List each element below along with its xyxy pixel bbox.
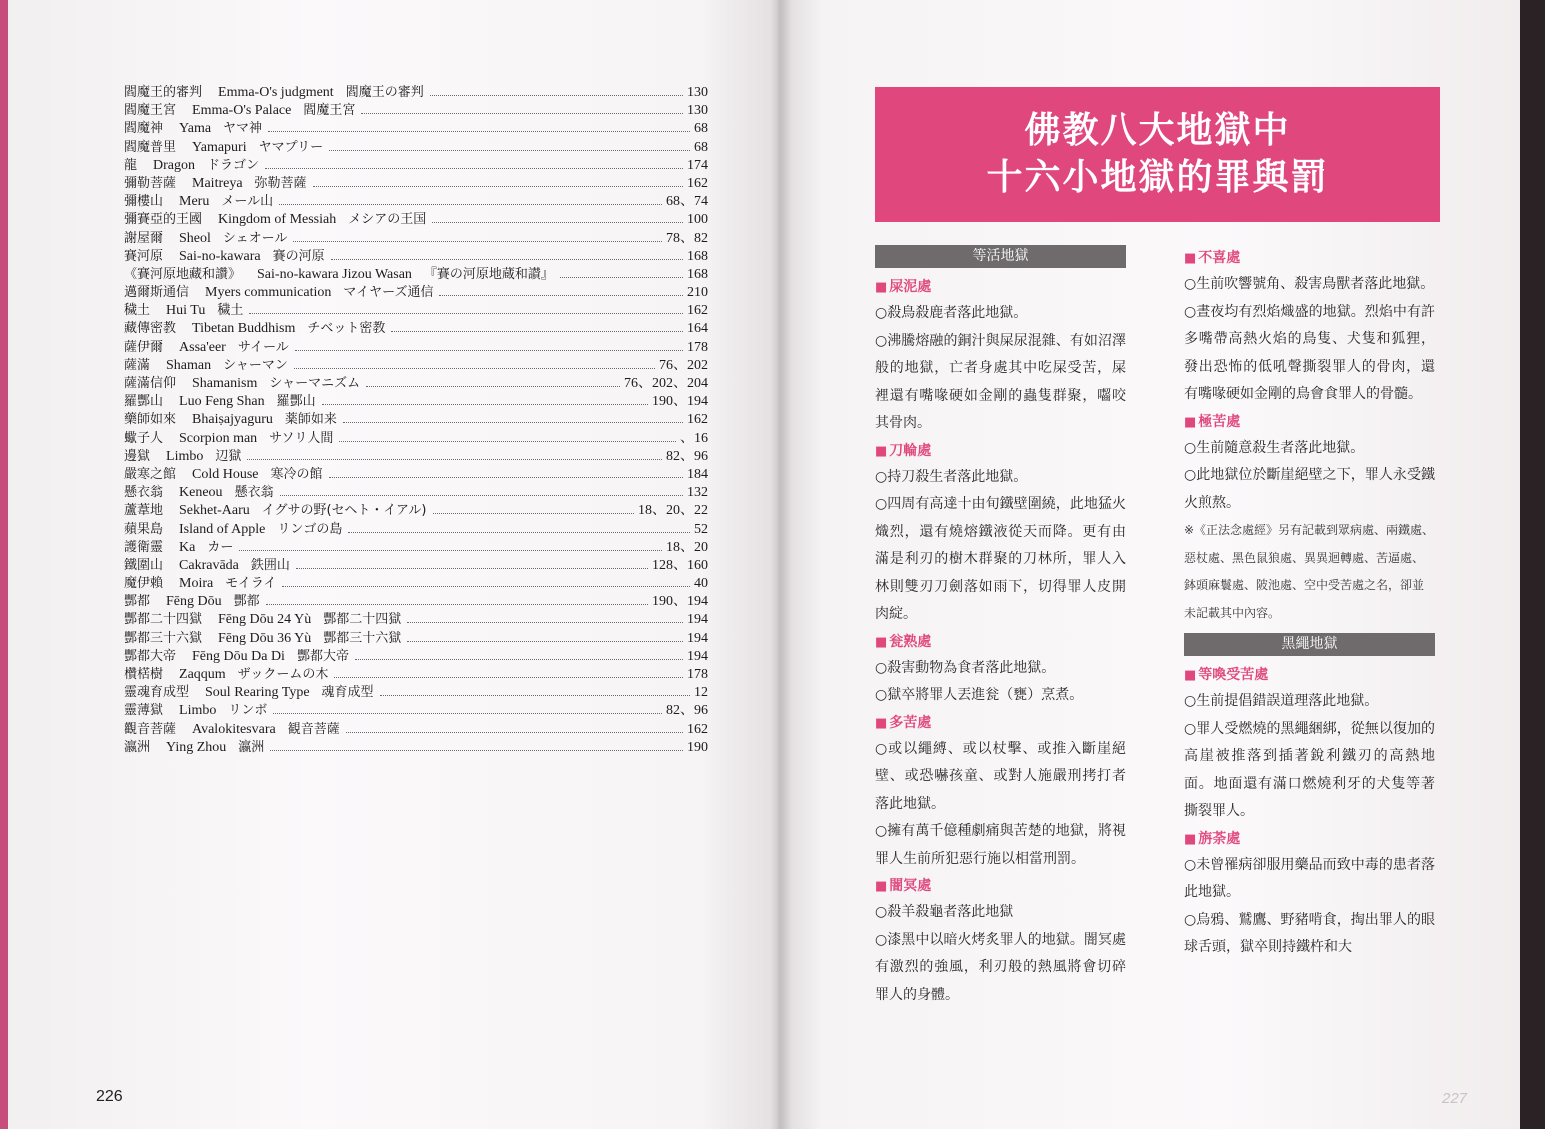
index-term-japanese: リンボ xyxy=(228,703,268,719)
index-term-english: Ka xyxy=(179,539,196,555)
index-page-ref: 68 xyxy=(694,121,708,137)
index-entry xyxy=(124,230,708,248)
index-page-ref: 162 xyxy=(687,303,708,319)
index-term-chinese: 藏傳密教 xyxy=(124,321,177,337)
index-entry xyxy=(124,684,708,702)
dot-leader xyxy=(430,95,683,96)
index-page-ref: 194 xyxy=(687,648,708,664)
paragraph: ○漆黑中以暗火烤炙罪人的地獄。闇冥處有激烈的強風，利刃般的熱風將會切碎罪人的身體。 xyxy=(875,931,1126,1003)
index-page-ref: 82、96 xyxy=(666,448,708,464)
index-entry xyxy=(124,666,708,684)
index-page-ref: 76、202 xyxy=(659,357,708,373)
index-term-english: Sekhet-Aaru xyxy=(179,503,250,519)
right-page-number: 227 xyxy=(1442,1090,1468,1107)
index-page-ref: 190、194 xyxy=(652,394,708,410)
section-header: 黑繩地獄 xyxy=(1184,633,1435,656)
index-entry xyxy=(124,393,708,411)
index-term-chinese: 彌樓山 xyxy=(124,194,164,210)
index-entry xyxy=(124,721,708,739)
paragraph: ○罪人受燃燒的黑繩綑綁，從無以復加的高崖被推落到插著銳利鐵刃的高熱地面。地面還有滿口燃燒利牙的犬隻等著撕裂罪人。 xyxy=(1184,720,1435,819)
index-term-chinese: 賽河原 xyxy=(124,248,164,264)
paragraph: ○持刀殺生者落此地獄。 xyxy=(875,468,1028,485)
index-term-chinese: 酆都 xyxy=(124,594,151,610)
dot-leader xyxy=(560,277,683,278)
index-term-japanese: 酆都大帝 xyxy=(296,648,349,664)
index-term-chinese: 蠍子人 xyxy=(124,430,164,446)
index-term-english: Tibetan Buddhism xyxy=(192,321,296,337)
index-term-japanese: ヤマ神 xyxy=(223,121,263,137)
index-term-chinese: 瀛洲 xyxy=(124,739,151,755)
text-column-left xyxy=(875,245,1126,1009)
index-term-japanese: 観音菩薩 xyxy=(287,721,340,737)
index-term-chinese: 鐵圍山 xyxy=(124,557,164,573)
index-page-ref: 130 xyxy=(687,103,708,119)
index-term-chinese: 懸衣翁 xyxy=(124,485,164,501)
dot-leader xyxy=(339,441,676,442)
index-term-chinese: 羅酆山 xyxy=(124,394,164,410)
text-column-right xyxy=(1184,245,1435,962)
square-bullet-icon: ■ xyxy=(1184,414,1197,430)
dot-leader xyxy=(380,695,690,696)
index-term-japanese: サイール xyxy=(237,339,289,355)
index-page-ref: 130 xyxy=(687,85,708,100)
index-term-english: Meru xyxy=(179,194,210,210)
index-entry xyxy=(124,302,708,320)
index-term-chinese: 蘆葦地 xyxy=(124,503,164,519)
dot-leader xyxy=(247,459,662,460)
index-page-ref: 174 xyxy=(687,157,708,173)
dot-leader xyxy=(273,713,662,714)
paragraph: ○生前隨意殺生者落此地獄。 xyxy=(1184,439,1365,456)
index-term-japanese: 酆都二十四獄 xyxy=(323,612,402,628)
index-page-ref: 162 xyxy=(687,412,708,428)
index-term-japanese: 寒冷の館 xyxy=(270,466,323,482)
title-line-2: 十六小地獄的罪與罰 xyxy=(986,157,1329,198)
index-entry xyxy=(124,139,708,157)
index-term-chinese: 閻魔神 xyxy=(124,121,164,137)
index-entry xyxy=(124,193,708,211)
index-page-ref: 190 xyxy=(687,739,708,755)
index-entry xyxy=(124,211,708,229)
index-page-ref: 210 xyxy=(687,285,708,301)
index-entry xyxy=(124,320,708,338)
dot-leader xyxy=(279,204,662,205)
index-entry xyxy=(124,539,708,557)
subsection-heading: ■ 等喚受苦處 xyxy=(1184,667,1269,683)
index-entry xyxy=(124,248,708,266)
dot-leader xyxy=(343,422,683,423)
index-term-japanese: サソリ人間 xyxy=(269,430,334,446)
index-entry xyxy=(124,157,708,175)
paragraph: ○殺鳥殺鹿者落此地獄。 xyxy=(875,305,1028,321)
subsection-heading: ■ 多苦處 xyxy=(875,714,932,731)
dot-leader xyxy=(249,313,683,314)
index-term-chinese: 邁爾斯通信 xyxy=(124,285,190,301)
index-entry xyxy=(124,339,708,357)
index-term-english: Sai-no-kawara Jizou Wasan xyxy=(257,266,412,282)
index-term-japanese: 酆都三十六獄 xyxy=(323,630,402,646)
square-bullet-icon: ■ xyxy=(875,280,888,295)
index-term-japanese: モイライ xyxy=(225,576,277,592)
index-entry xyxy=(124,630,708,648)
index-term-chinese: 酆都三十六獄 xyxy=(124,630,203,646)
index-term-japanese: 弥勒菩薩 xyxy=(254,175,307,191)
index-term-chinese: 閻魔王的審判 xyxy=(124,85,203,100)
index-page-ref: 18、20 xyxy=(666,539,708,555)
index-term-english: Limbo xyxy=(166,448,204,464)
index-term-english: Maitreya xyxy=(192,175,243,191)
index-term-chinese: 龍 xyxy=(124,157,138,173)
index-term-japanese: 薬師如来 xyxy=(284,412,337,428)
index-term-japanese: カー xyxy=(207,539,234,555)
index-entry xyxy=(124,102,708,120)
index-term-japanese: 賽の河原 xyxy=(272,248,325,264)
index-entry xyxy=(124,266,708,284)
index-page-ref: 40 xyxy=(694,576,708,592)
index-term-japanese: 魂育成型 xyxy=(321,685,374,701)
index-term-english: Shaman xyxy=(166,357,212,373)
dot-leader xyxy=(313,186,683,187)
dot-leader xyxy=(366,386,620,387)
index-term-english: Myers communication xyxy=(205,285,332,301)
index-term-english: Kingdom of Messiah xyxy=(218,212,337,228)
index-term-english: Dragon xyxy=(153,157,196,173)
index-term-chinese: 閻魔普里 xyxy=(124,139,177,155)
index-term-english: Luo Feng Shan xyxy=(179,394,265,410)
index-term-chinese: 酆都二十四獄 xyxy=(124,612,203,628)
index-term-japanese: 懸衣翁 xyxy=(234,485,274,501)
dot-leader xyxy=(329,150,690,151)
index-entry xyxy=(124,611,708,629)
index-entry xyxy=(124,593,708,611)
index-term-english: Soul Rearing Type xyxy=(205,685,310,701)
index-page-ref: 190、194 xyxy=(652,594,708,610)
index-entry xyxy=(124,411,708,429)
index-page-ref: 194 xyxy=(687,630,708,646)
index-term-japanese: 閻魔王宮 xyxy=(303,103,356,119)
index-term-chinese: 穢土 xyxy=(124,303,151,319)
index-term-english: Fēng Dōu 24 Yù xyxy=(218,612,312,628)
index-term-japanese: メール山 xyxy=(221,194,274,210)
subsection-heading: ■ 不喜處 xyxy=(1184,250,1241,266)
index-term-english: Fēng Dōu xyxy=(166,594,222,610)
index-page-ref: 68、74 xyxy=(666,194,708,210)
index-term-japanese: 『賽の河原地蔵和讃』 xyxy=(423,266,554,282)
index-term-chinese: 邊獄 xyxy=(124,448,151,464)
dot-leader xyxy=(331,259,683,260)
paragraph: ○殺羊殺龜者落此地獄 xyxy=(875,904,1014,920)
index-term-english: Bhaiṣajyaguru xyxy=(192,412,273,428)
dot-leader xyxy=(266,604,648,605)
dot-leader xyxy=(391,331,683,332)
dot-leader xyxy=(433,513,635,514)
book-cover-edge-right xyxy=(1520,0,1545,1129)
index-entry xyxy=(124,739,708,757)
index-page-ref: 132 xyxy=(687,485,708,501)
index-term-japanese: 瀛洲 xyxy=(238,739,265,755)
dot-leader xyxy=(268,131,690,132)
index-term-chinese: 彌勒菩薩 xyxy=(124,175,177,191)
index-entry xyxy=(124,702,708,720)
index-term-english: Moira xyxy=(179,576,214,592)
index-term-japanese: リンゴの島 xyxy=(277,521,343,537)
index-term-english: Sai-no-kawara xyxy=(179,248,261,264)
dot-leader xyxy=(265,168,683,169)
index-term-chinese: 閻魔王宮 xyxy=(124,103,177,119)
dot-leader xyxy=(361,113,683,114)
index-term-chinese: 薩滿信仰 xyxy=(124,376,177,391)
index-page-ref: 178 xyxy=(687,667,708,682)
index-page-ref: 194 xyxy=(687,612,708,628)
left-page-number: 226 xyxy=(96,1088,123,1105)
dot-leader xyxy=(334,677,683,678)
index-term-chinese: 薩伊爾 xyxy=(124,339,164,355)
index-term-chinese: 靈魂育成型 xyxy=(124,685,190,701)
index-page-ref: 78、82 xyxy=(666,230,708,246)
index-page-ref: 162 xyxy=(687,721,708,737)
dot-leader xyxy=(432,222,683,223)
index-term-chinese: 《賽河原地藏和讚》 xyxy=(124,266,242,282)
index-term-english: Yamapuri xyxy=(192,139,247,155)
dot-leader xyxy=(293,241,662,242)
index-term-english: Yama xyxy=(179,121,212,137)
paragraph: ○此地獄位於斷崖絕壁之下，罪人永受鐵火煎熬。 xyxy=(1184,467,1435,511)
index-term-chinese: 嚴寒之館 xyxy=(124,466,177,482)
index-term-japanese: 辺獄 xyxy=(215,448,242,464)
dot-leader xyxy=(282,586,690,587)
index-term-japanese: メシアの王国 xyxy=(348,212,427,228)
index-term-english: Avalokitesvara xyxy=(192,721,276,737)
index-term-english: Hui Tu xyxy=(166,303,206,319)
index-term-japanese: ドラゴン xyxy=(207,157,260,173)
dot-leader xyxy=(407,622,683,623)
book-spine xyxy=(770,0,792,1129)
index-page-ref: 68 xyxy=(694,139,708,155)
index-term-chinese: 酆都大帝 xyxy=(124,648,177,664)
index-page-ref: 82、96 xyxy=(666,703,708,719)
index-term-japanese: ザックームの木 xyxy=(237,667,329,682)
paragraph: ○擁有萬千億種劇痛與苦楚的地獄，將視罪人生前所犯惡行施以相當刑罰。 xyxy=(875,823,1126,867)
index-page-ref: 164 xyxy=(687,321,708,337)
subsection-heading: ■ 極苦處 xyxy=(1184,413,1241,430)
paragraph: ○獄卒將罪人丟進瓮（甕）烹煮。 xyxy=(875,687,1084,703)
index-entry xyxy=(124,648,708,666)
index-term-japanese: イグサの野(セヘト・イアル) xyxy=(261,503,427,519)
index-term-japanese: 酆都 xyxy=(233,594,260,610)
square-bullet-icon: ■ xyxy=(875,715,888,731)
book-cover-edge-left xyxy=(0,0,8,1129)
index-list xyxy=(124,84,708,757)
index-entry xyxy=(124,557,708,575)
dot-leader xyxy=(348,532,690,533)
dot-leader xyxy=(346,732,683,733)
index-term-english: Cakravāda xyxy=(179,557,239,573)
index-term-chinese: 蘋果島 xyxy=(124,521,164,537)
index-page-ref: 162 xyxy=(687,175,708,191)
dot-leader xyxy=(295,350,683,351)
index-term-japanese: シャーマニズム xyxy=(269,376,361,391)
index-term-english: Limbo xyxy=(179,703,217,719)
index-page-ref: 76、202、204 xyxy=(624,376,708,391)
dot-leader xyxy=(239,550,662,551)
index-entry xyxy=(124,120,708,138)
subsection-heading: ■ 闇冥處 xyxy=(875,878,932,894)
index-term-japanese: ヤマプリー xyxy=(258,139,324,155)
square-bullet-icon: ■ xyxy=(1184,251,1197,266)
index-term-english: Island of Apple xyxy=(179,521,266,537)
index-term-chinese: 藥師如來 xyxy=(124,412,177,428)
index-term-english: Emma-O's judgment xyxy=(218,85,334,100)
index-entry xyxy=(124,175,708,193)
paragraph: ○殺害動物為食者落此地獄。 xyxy=(875,659,1056,676)
dot-leader xyxy=(322,404,648,405)
index-term-english: Scorpion man xyxy=(179,430,258,446)
index-term-japanese: 穢土 xyxy=(217,303,244,319)
index-term-chinese: 欑楛樹 xyxy=(124,667,164,682)
dot-leader xyxy=(329,477,683,478)
index-term-chinese: 觀音菩薩 xyxy=(124,721,177,737)
index-term-japanese: 閻魔王の審判 xyxy=(345,85,424,100)
index-term-japanese: 鉄囲山 xyxy=(250,557,290,573)
dot-leader xyxy=(294,368,655,369)
index-entry xyxy=(124,502,708,520)
index-page-ref: 168 xyxy=(687,248,708,264)
chapter-title-box xyxy=(875,87,1440,222)
paragraph: ○沸騰熔融的銅汁與屎尿混雜、有如沼澤般的地獄，亡者身處其中吃屎受苦，屎裡還有嘴喙硬如金剛的蟲隻群聚，囓咬其骨肉。 xyxy=(875,332,1126,431)
index-term-japanese: チベット密教 xyxy=(307,321,386,337)
index-term-english: Fēng Dōu Da Di xyxy=(192,648,285,664)
index-page-ref: 18、20、22 xyxy=(638,503,708,519)
index-page-ref: 52 xyxy=(694,521,708,537)
section-header: 等活地獄 xyxy=(875,245,1126,268)
index-page-ref: 178 xyxy=(687,339,708,355)
index-term-english: Ying Zhou xyxy=(166,739,227,755)
subsection-heading: ■ 旃荼處 xyxy=(1184,830,1241,847)
index-entry xyxy=(124,375,708,393)
index-term-english: Zaqqum xyxy=(179,667,226,682)
dot-leader xyxy=(296,568,648,569)
index-term-japanese: シェオール xyxy=(222,230,288,246)
dot-leader xyxy=(407,641,683,642)
index-term-english: Fēng Dōu 36 Yù xyxy=(218,630,312,646)
square-bullet-icon: ■ xyxy=(1184,831,1197,847)
index-entry xyxy=(124,357,708,375)
title-line-1: 佛教八大地獄中 xyxy=(1024,110,1291,151)
index-term-english: Keneou xyxy=(179,485,223,501)
subsection-heading: ■ 刀輪處 xyxy=(875,442,932,459)
index-page-ref: 128、160 xyxy=(652,557,708,573)
index-term-chinese: 護衛靈 xyxy=(124,539,164,555)
square-bullet-icon: ■ xyxy=(1184,668,1197,683)
paragraph: ○晝夜均有烈焰熾盛的地獄。烈焰中有許多嘴帶高熱火焰的鳥隻、犬隻和狐狸，發出恐怖的低吼聲撕裂罪人的骨肉，還有嘴喙硬如金剛的鳥會食罪人的骨髓。 xyxy=(1184,303,1435,402)
index-entry xyxy=(124,575,708,593)
index-term-japanese: シャーマン xyxy=(223,357,288,373)
paragraph: ○生前提倡錯誤道理落此地獄。 xyxy=(1184,693,1379,709)
square-bullet-icon: ■ xyxy=(875,879,888,894)
index-term-chinese: 謝屋爾 xyxy=(124,230,164,246)
paragraph: ○生前吹響號角、殺害鳥獸者落此地獄。 xyxy=(1184,276,1435,292)
paragraph: ○四周有高達十由旬鐵壁圍繞，此地猛火熾烈，還有燒熔鐵液從天而降。更有由滿是利刃的樹木群聚的刀林所，罪人入林則雙刃刀劍落如雨下，切得罪人皮開肉綻。 xyxy=(875,496,1126,622)
index-term-english: Sheol xyxy=(179,230,211,246)
paragraph: ○烏鴉、鷲鷹、野豬啃食，掏出罪人的眼球舌頭，獄卒則持鐵杵和大 xyxy=(1184,911,1435,955)
paragraph: ○未曾罹病卻服用藥品而致中毒的患者落此地獄。 xyxy=(1184,856,1435,900)
index-term-chinese: 魔伊賴 xyxy=(124,576,164,592)
index-term-english: Assa'eer xyxy=(179,339,226,355)
subsection-heading: ■ 瓮熟處 xyxy=(875,633,932,650)
paragraph: ○或以繩縛、或以杖擊、或推入斷崖絕壁、或恐嚇孩童、或對人施嚴刑拷打者落此地獄。 xyxy=(875,740,1126,812)
square-bullet-icon: ■ xyxy=(875,443,888,459)
index-term-japanese: マイヤーズ通信 xyxy=(343,285,434,301)
index-page-ref: 168 xyxy=(687,266,708,282)
dot-leader xyxy=(270,750,683,751)
index-entry xyxy=(124,84,708,102)
index-entry xyxy=(124,466,708,484)
dot-leader xyxy=(280,495,683,496)
index-term-english: Emma-O's Palace xyxy=(192,103,292,119)
subsection-heading: ■ 屎泥處 xyxy=(875,279,932,295)
index-term-japanese: 羅酆山 xyxy=(276,394,316,410)
dot-leader xyxy=(439,295,683,296)
index-term-chinese: 彌賽亞的王國 xyxy=(124,212,203,228)
index-entry xyxy=(124,430,708,448)
index-page-ref: 、16 xyxy=(680,430,708,446)
index-term-english: Shamanism xyxy=(192,376,258,391)
dot-leader xyxy=(355,659,683,660)
index-entry xyxy=(124,484,708,502)
index-entry xyxy=(124,521,708,539)
index-entry xyxy=(124,284,708,302)
index-term-chinese: 薩滿 xyxy=(124,357,151,373)
index-page-ref: 100 xyxy=(687,212,708,228)
index-entry xyxy=(124,448,708,466)
square-bullet-icon: ■ xyxy=(875,634,888,650)
index-term-english: Cold House xyxy=(192,466,259,482)
footnote: ※《正法念處經》另有記載到眾病處、兩鐵處、惡杖處、黑色鼠狼處、異異迴轉處、苦逼處、鉢頭麻鬟處、陂池處、空中受苦處之名，卻並未記載其中內容。 xyxy=(1184,523,1435,620)
index-page-ref: 12 xyxy=(694,685,708,701)
index-term-chinese: 靈薄獄 xyxy=(124,703,164,719)
index-page-ref: 184 xyxy=(687,466,708,482)
